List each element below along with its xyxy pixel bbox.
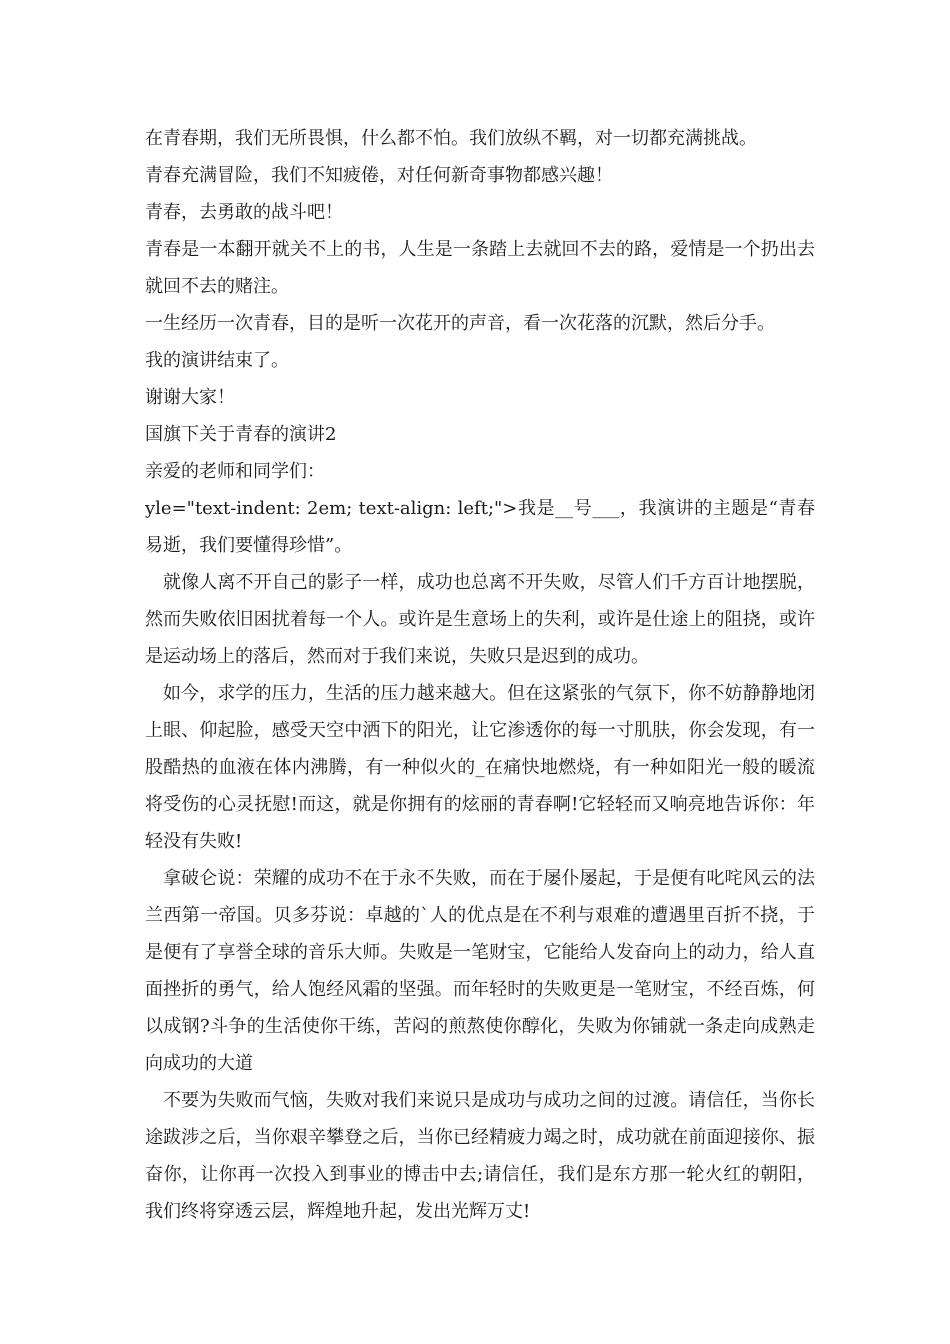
paragraph: 青春，去勇敢的战斗吧！ xyxy=(145,202,343,223)
paragraph: 拿破仑说：荣耀的成功不在于永不失败，而在于屡仆屡起，于是便有叱咤风云的法兰西第一帝国。贝多芬说：卓越的`人的优点是在不利与艰难的遭遇里百折不挠，于是便有了享誉全球的音乐大师。失败是一笔财宝，它能给人发奋向上的动力，给人直面挫折的勇气，给人饱经风霜的坚强。而年轻时的失败更是一笔财宝，不经百炼，何以成钢?斗争的生活使你干练，苦闷的煎熬使你醇化，失败为你铺就一条走向成熟走向成功的大道 xyxy=(145,868,815,1074)
paragraph: 我的演讲结束了。 xyxy=(145,350,289,371)
salutation: 亲爱的老师和同学们： xyxy=(145,461,325,482)
paragraph: yle="text-indent: 2em; text-align: left;">我是__号___，我演讲的主题是“青春易逝，我们要懂得珍惜”。 xyxy=(145,498,815,556)
document-body xyxy=(145,120,815,1230)
paragraph: 一生经历一次青春，目的是听一次花开的声音，看一次花落的沉默，然后分手。 xyxy=(145,313,775,334)
paragraph: 青春是一本翻开就关不上的书，人生是一条踏上去就回不去的路，爱情是一个扔出去就回不去的赌注。 xyxy=(145,239,815,297)
paragraph: 就像人离不开自己的影子一样，成功也总离不开失败，尽管人们千方百计地摆脱，然而失败依旧困扰着每一个人。或许是生意场上的失利，或许是仕途上的阻挠，或许是运动场上的落后，然而对于我们来说，失败只是迟到的成功。 xyxy=(145,572,815,667)
paragraph: 青春充满冒险，我们不知疲倦，对任何新奇事物都感兴趣！ xyxy=(145,165,613,186)
section-title: 国旗下关于青春的演讲2 xyxy=(145,424,337,445)
paragraph: 在青春期，我们无所畏惧，什么都不怕。我们放纵不羁，对一切都充满挑战。 xyxy=(145,128,757,149)
paragraph: 谢谢大家！ xyxy=(145,387,235,408)
paragraph: 如今，求学的压力，生活的压力越来越大。但在这紧张的气氛下，你不妨静静地闭上眼、仰起脸，感受天空中洒下的阳光，让它渗透你的每一寸肌肤，你会发现，有一股酷热的血液在体内沸腾，有一种似火的_在痛快地燃烧，有一种如阳光一般的暖流将受伤的心灵抚慰!而这，就是你拥有的炫丽的青春啊!它轻轻而又响亮地告诉你：年轻没有失败! xyxy=(145,683,815,852)
paragraph: 不要为失败而气恼，失败对我们来说只是成功与成功之间的过渡。请信任，当你长途跋涉之后，当你艰辛攀登之后，当你已经精疲力竭之时，成功就在前面迎接你、振奋你，让你再一次投入到事业的博击中去;请信任，我们是东方那一轮火红的朝阳，我们终将穿透云层，辉煌地升起，发出光辉万丈! xyxy=(145,1090,815,1222)
